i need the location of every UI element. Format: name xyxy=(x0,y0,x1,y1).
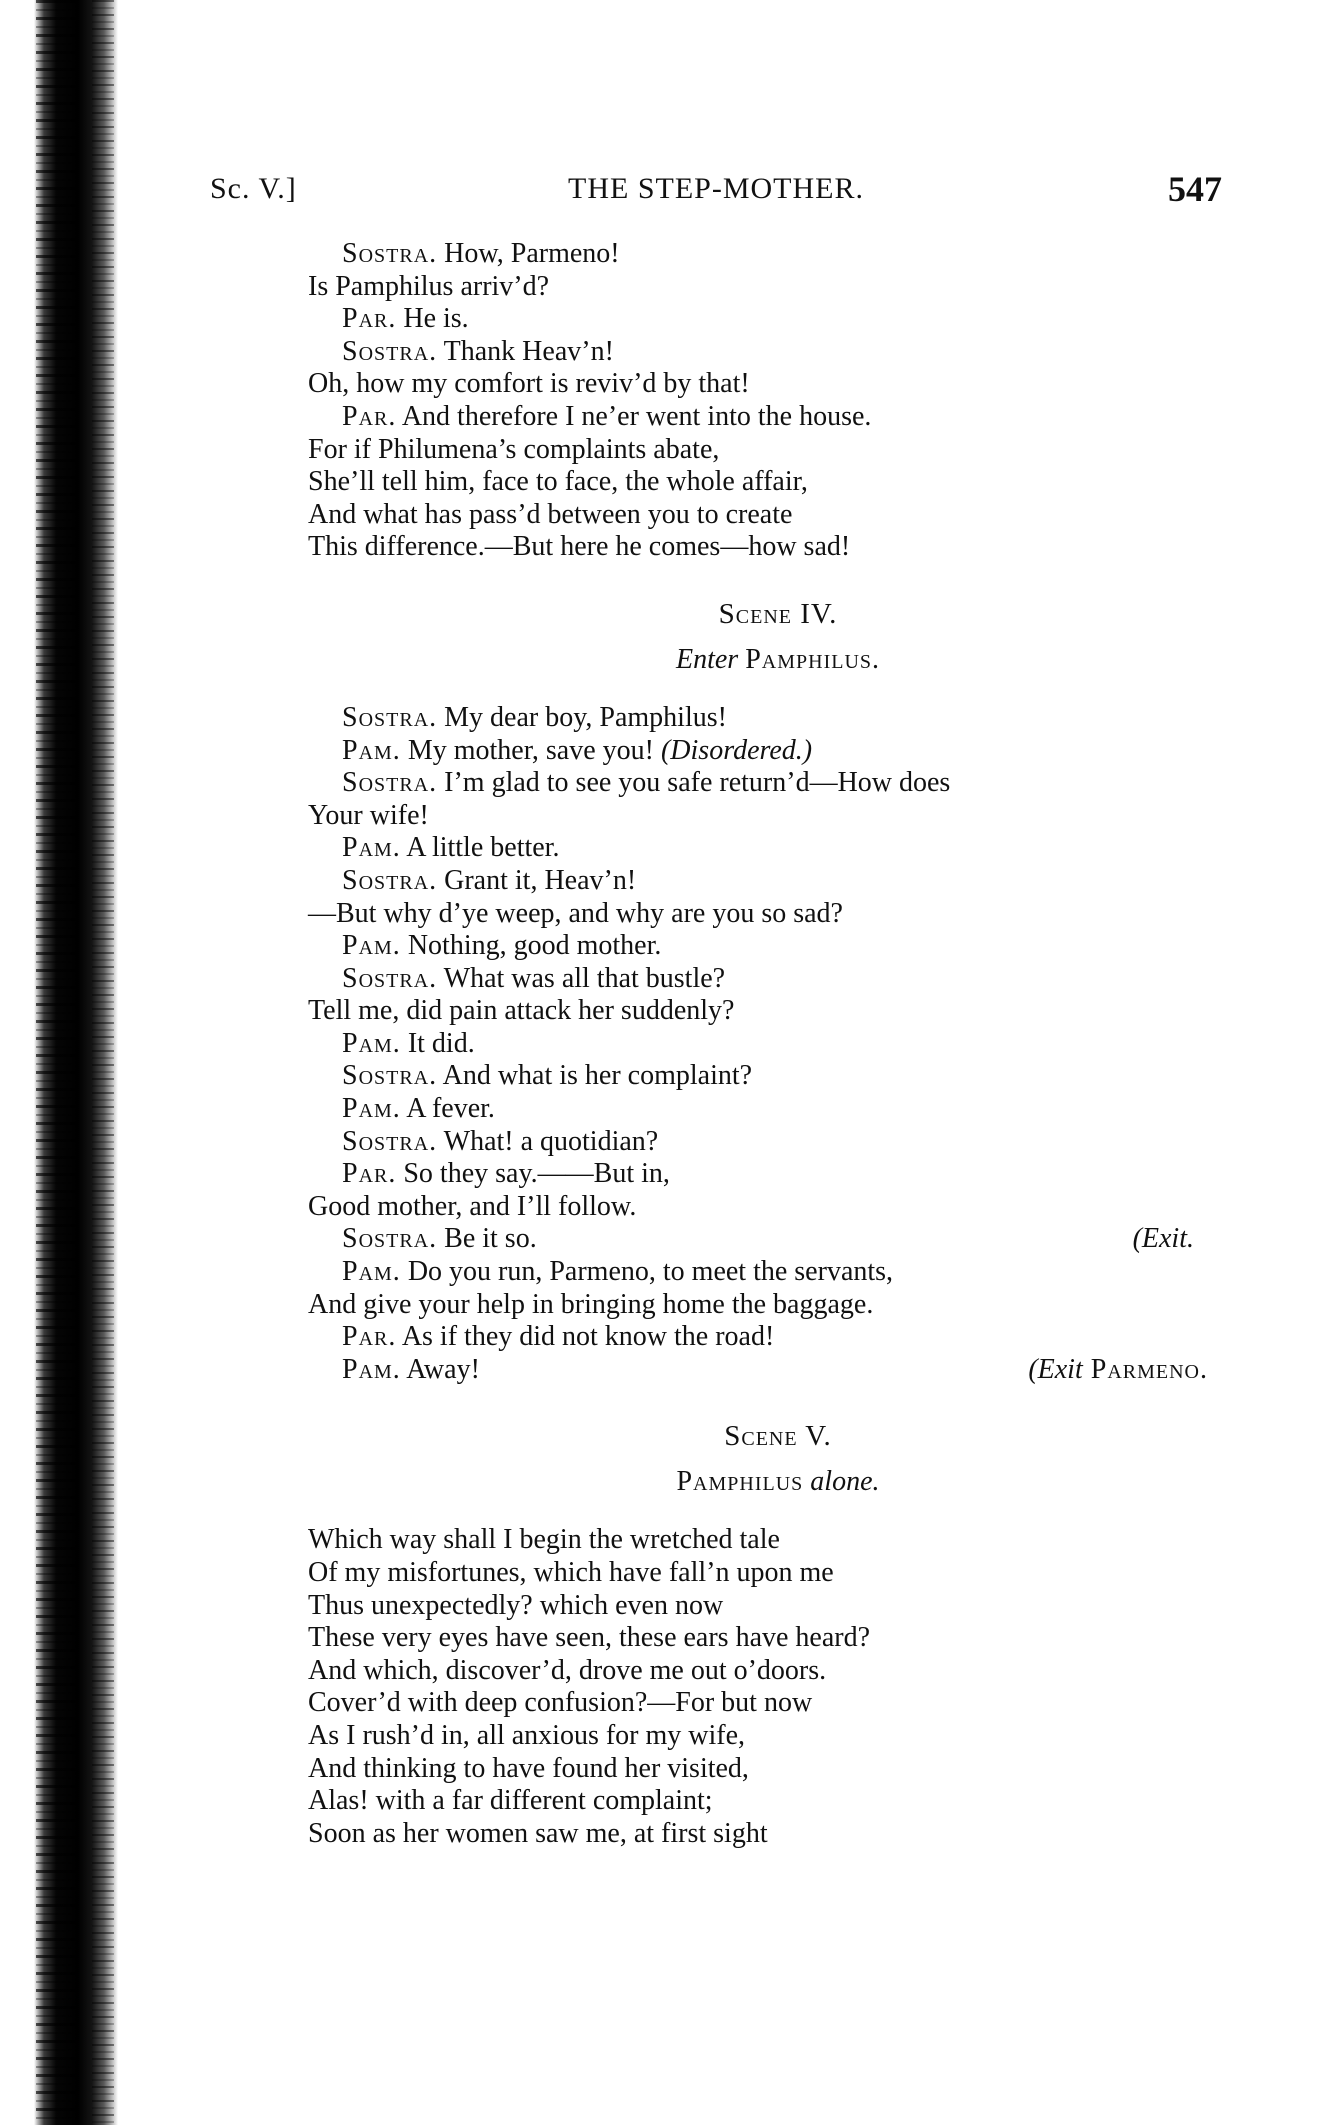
verse-line xyxy=(308,1354,1248,1387)
speaker-name: Pam. xyxy=(342,1256,401,1288)
speaker-name: Par. xyxy=(342,303,397,335)
verse-line xyxy=(308,1321,1248,1354)
exit-word: (Exit xyxy=(1028,1353,1083,1385)
running-header xyxy=(210,168,1222,218)
speaker-name: Pam. xyxy=(342,832,401,864)
play-text xyxy=(308,238,1248,1850)
line-text: As I rush’d in, all anxious for my wife, xyxy=(308,1719,746,1751)
verse-line xyxy=(308,995,1248,1028)
line-text: Your wife! xyxy=(308,799,429,831)
line-text: As if they did not know the road! xyxy=(396,1321,775,1353)
line-text: She’ll tell him, face to face, the whole affair, xyxy=(308,466,808,498)
speaker-name: Pam. xyxy=(342,1093,401,1125)
verse-line xyxy=(308,930,1248,963)
verse-line xyxy=(308,1753,1248,1786)
header-title: THE STEP-MOTHER. xyxy=(568,172,864,205)
verse-line xyxy=(308,1289,1248,1322)
verse-line xyxy=(308,898,1248,931)
verse-line xyxy=(308,865,1248,898)
line-text: A little better. xyxy=(400,832,560,864)
speaker-name: Pam. xyxy=(342,930,401,962)
line-text: Thus unexpectedly? which even now xyxy=(308,1589,724,1621)
verse-line xyxy=(308,1622,1248,1655)
verse-line xyxy=(308,499,1248,532)
verse-line xyxy=(308,271,1248,304)
line-text: These very eyes have seen, these ears have heard? xyxy=(308,1622,871,1654)
line-text: Thank Heav’n! xyxy=(437,335,614,367)
header-section: Sc. V.] xyxy=(210,172,297,205)
speaker-name: Pam. xyxy=(342,1027,401,1059)
verse-line xyxy=(308,767,1248,800)
verse-line xyxy=(308,735,1248,768)
enter-name: Pamphilus. xyxy=(745,643,881,675)
line-text: Do you run, Parmeno, to meet the servants, xyxy=(400,1256,894,1288)
scene-4-stage-direction xyxy=(308,638,1248,682)
line-text: And therefore I ne’er went into the house. xyxy=(396,400,872,432)
line-text: A fever. xyxy=(400,1093,495,1125)
line-text: Grant it, Heav’n! xyxy=(437,864,637,896)
verse-line xyxy=(308,1524,1248,1557)
line-text: Good mother, and I’ll follow. xyxy=(308,1190,637,1222)
speaker-name: Sostra. xyxy=(342,864,438,896)
dialogue-block-2 xyxy=(308,702,1248,1386)
speaker-name: Pam. xyxy=(342,734,401,766)
verse-line xyxy=(308,1557,1248,1590)
line-text: Soon as her women saw me, at first sight xyxy=(308,1817,768,1849)
line-text: And which, discover’d, drove me out o’doors. xyxy=(308,1654,827,1686)
verse-line xyxy=(308,1818,1248,1851)
line-text: —But why d’ye weep, and why are you so sad? xyxy=(308,897,843,929)
speaker-name: Sostra. xyxy=(342,238,438,269)
scene-5-heading: Scene V. xyxy=(724,1420,832,1453)
line-text: What! a quotidian? xyxy=(437,1125,659,1157)
verse-line xyxy=(308,1655,1248,1688)
line-text: So they say.——But in, xyxy=(396,1158,670,1190)
line-text: What was all that bustle? xyxy=(437,962,726,994)
line-text: I’m glad to see you safe return’d—How does xyxy=(437,767,951,799)
verse-line xyxy=(308,531,1248,564)
line-text: Oh, how my comfort is reviv’d by that! xyxy=(308,368,750,400)
line-text: How, Parmeno! xyxy=(437,238,620,269)
dialogue-block-3 xyxy=(308,1524,1248,1850)
verse-line xyxy=(308,1060,1248,1093)
line-text: And thinking to have found her visited, xyxy=(308,1752,749,1784)
stage-direction: (Disordered.) xyxy=(660,734,813,766)
line-text: My mother, save you! xyxy=(400,734,661,766)
speaker-name: Par. xyxy=(342,400,397,432)
line-text: Be it so. xyxy=(437,1223,537,1255)
page-number: 547 xyxy=(1168,169,1222,209)
scene-5-stage-direction xyxy=(308,1460,1248,1504)
verse-line xyxy=(308,1093,1248,1126)
line-text: For if Philumena’s complaints abate, xyxy=(308,433,720,465)
scene-4-heading: Scene IV. xyxy=(718,597,838,630)
line-text: He is. xyxy=(396,303,469,335)
verse-line xyxy=(308,1590,1248,1623)
verse-line xyxy=(308,1158,1248,1191)
speaker-name: Sostra. xyxy=(342,1125,438,1157)
verse-line xyxy=(308,336,1248,369)
verse-line xyxy=(308,466,1248,499)
speaker-name: Sostra. xyxy=(342,962,438,994)
speaker-name: Sostra. xyxy=(342,1060,438,1092)
verse-line xyxy=(308,800,1248,833)
verse-line xyxy=(308,963,1248,996)
line-text: Of my misfortunes, which have fall’n upon me xyxy=(308,1557,834,1588)
line-text: Tell me, did pain attack her suddenly? xyxy=(308,995,735,1027)
verse-line xyxy=(308,1028,1248,1061)
line-text: It did. xyxy=(400,1027,475,1059)
exit-direction xyxy=(1028,1354,1208,1387)
line-text: Which way shall I begin the wretched tale xyxy=(308,1524,780,1556)
verse-line xyxy=(308,1720,1248,1753)
line-text: Alas! with a far different complaint; xyxy=(308,1785,713,1817)
line-text: And what is her complaint? xyxy=(437,1060,753,1092)
verse-line xyxy=(308,1785,1248,1818)
verse-line xyxy=(308,368,1248,401)
speaker-name: Sostra. xyxy=(342,1223,438,1255)
exit-word: (Exit. xyxy=(1132,1223,1194,1255)
book-binding-edge xyxy=(0,0,118,2125)
verse-line xyxy=(308,1687,1248,1720)
speaker-name: Par. xyxy=(342,1321,397,1353)
verse-line xyxy=(308,1256,1248,1289)
verse-line xyxy=(308,1126,1248,1159)
speaker-name: Sostra. xyxy=(342,767,438,799)
line-text: Cover’d with deep confusion?—For but now xyxy=(308,1687,813,1719)
speaker-name: Sostra. xyxy=(342,335,438,367)
enter-word: Enter xyxy=(675,643,739,675)
verse-line xyxy=(308,238,1248,271)
line-text: And what has pass’d between you to create xyxy=(308,498,793,530)
line-text: This difference.—But here he comes—how sad! xyxy=(308,531,851,563)
exit-name: Parmeno. xyxy=(1082,1353,1208,1385)
line-text: My dear boy, Pamphilus! xyxy=(437,701,727,733)
sub-name: Pamphilus xyxy=(676,1466,804,1498)
speaker-name: Par. xyxy=(342,1158,397,1190)
exit-direction xyxy=(1133,1223,1194,1256)
verse-line xyxy=(308,401,1248,434)
verse-line xyxy=(308,303,1248,336)
line-text: And give your help in bringing home the baggage. xyxy=(308,1288,874,1320)
speaker-name: Sostra. xyxy=(342,701,438,733)
verse-line xyxy=(308,1223,1248,1256)
dialogue-block-1 xyxy=(308,238,1248,564)
sub-word: alone. xyxy=(803,1466,880,1498)
verse-line xyxy=(308,1191,1248,1224)
verse-line xyxy=(308,832,1248,865)
speaker-name: Pam. xyxy=(342,1353,401,1385)
verse-line xyxy=(308,434,1248,467)
line-text: Is Pamphilus arriv’d? xyxy=(308,270,550,302)
verse-line xyxy=(308,702,1248,735)
line-text: Away! xyxy=(400,1353,480,1385)
line-text: Nothing, good mother. xyxy=(400,930,662,962)
